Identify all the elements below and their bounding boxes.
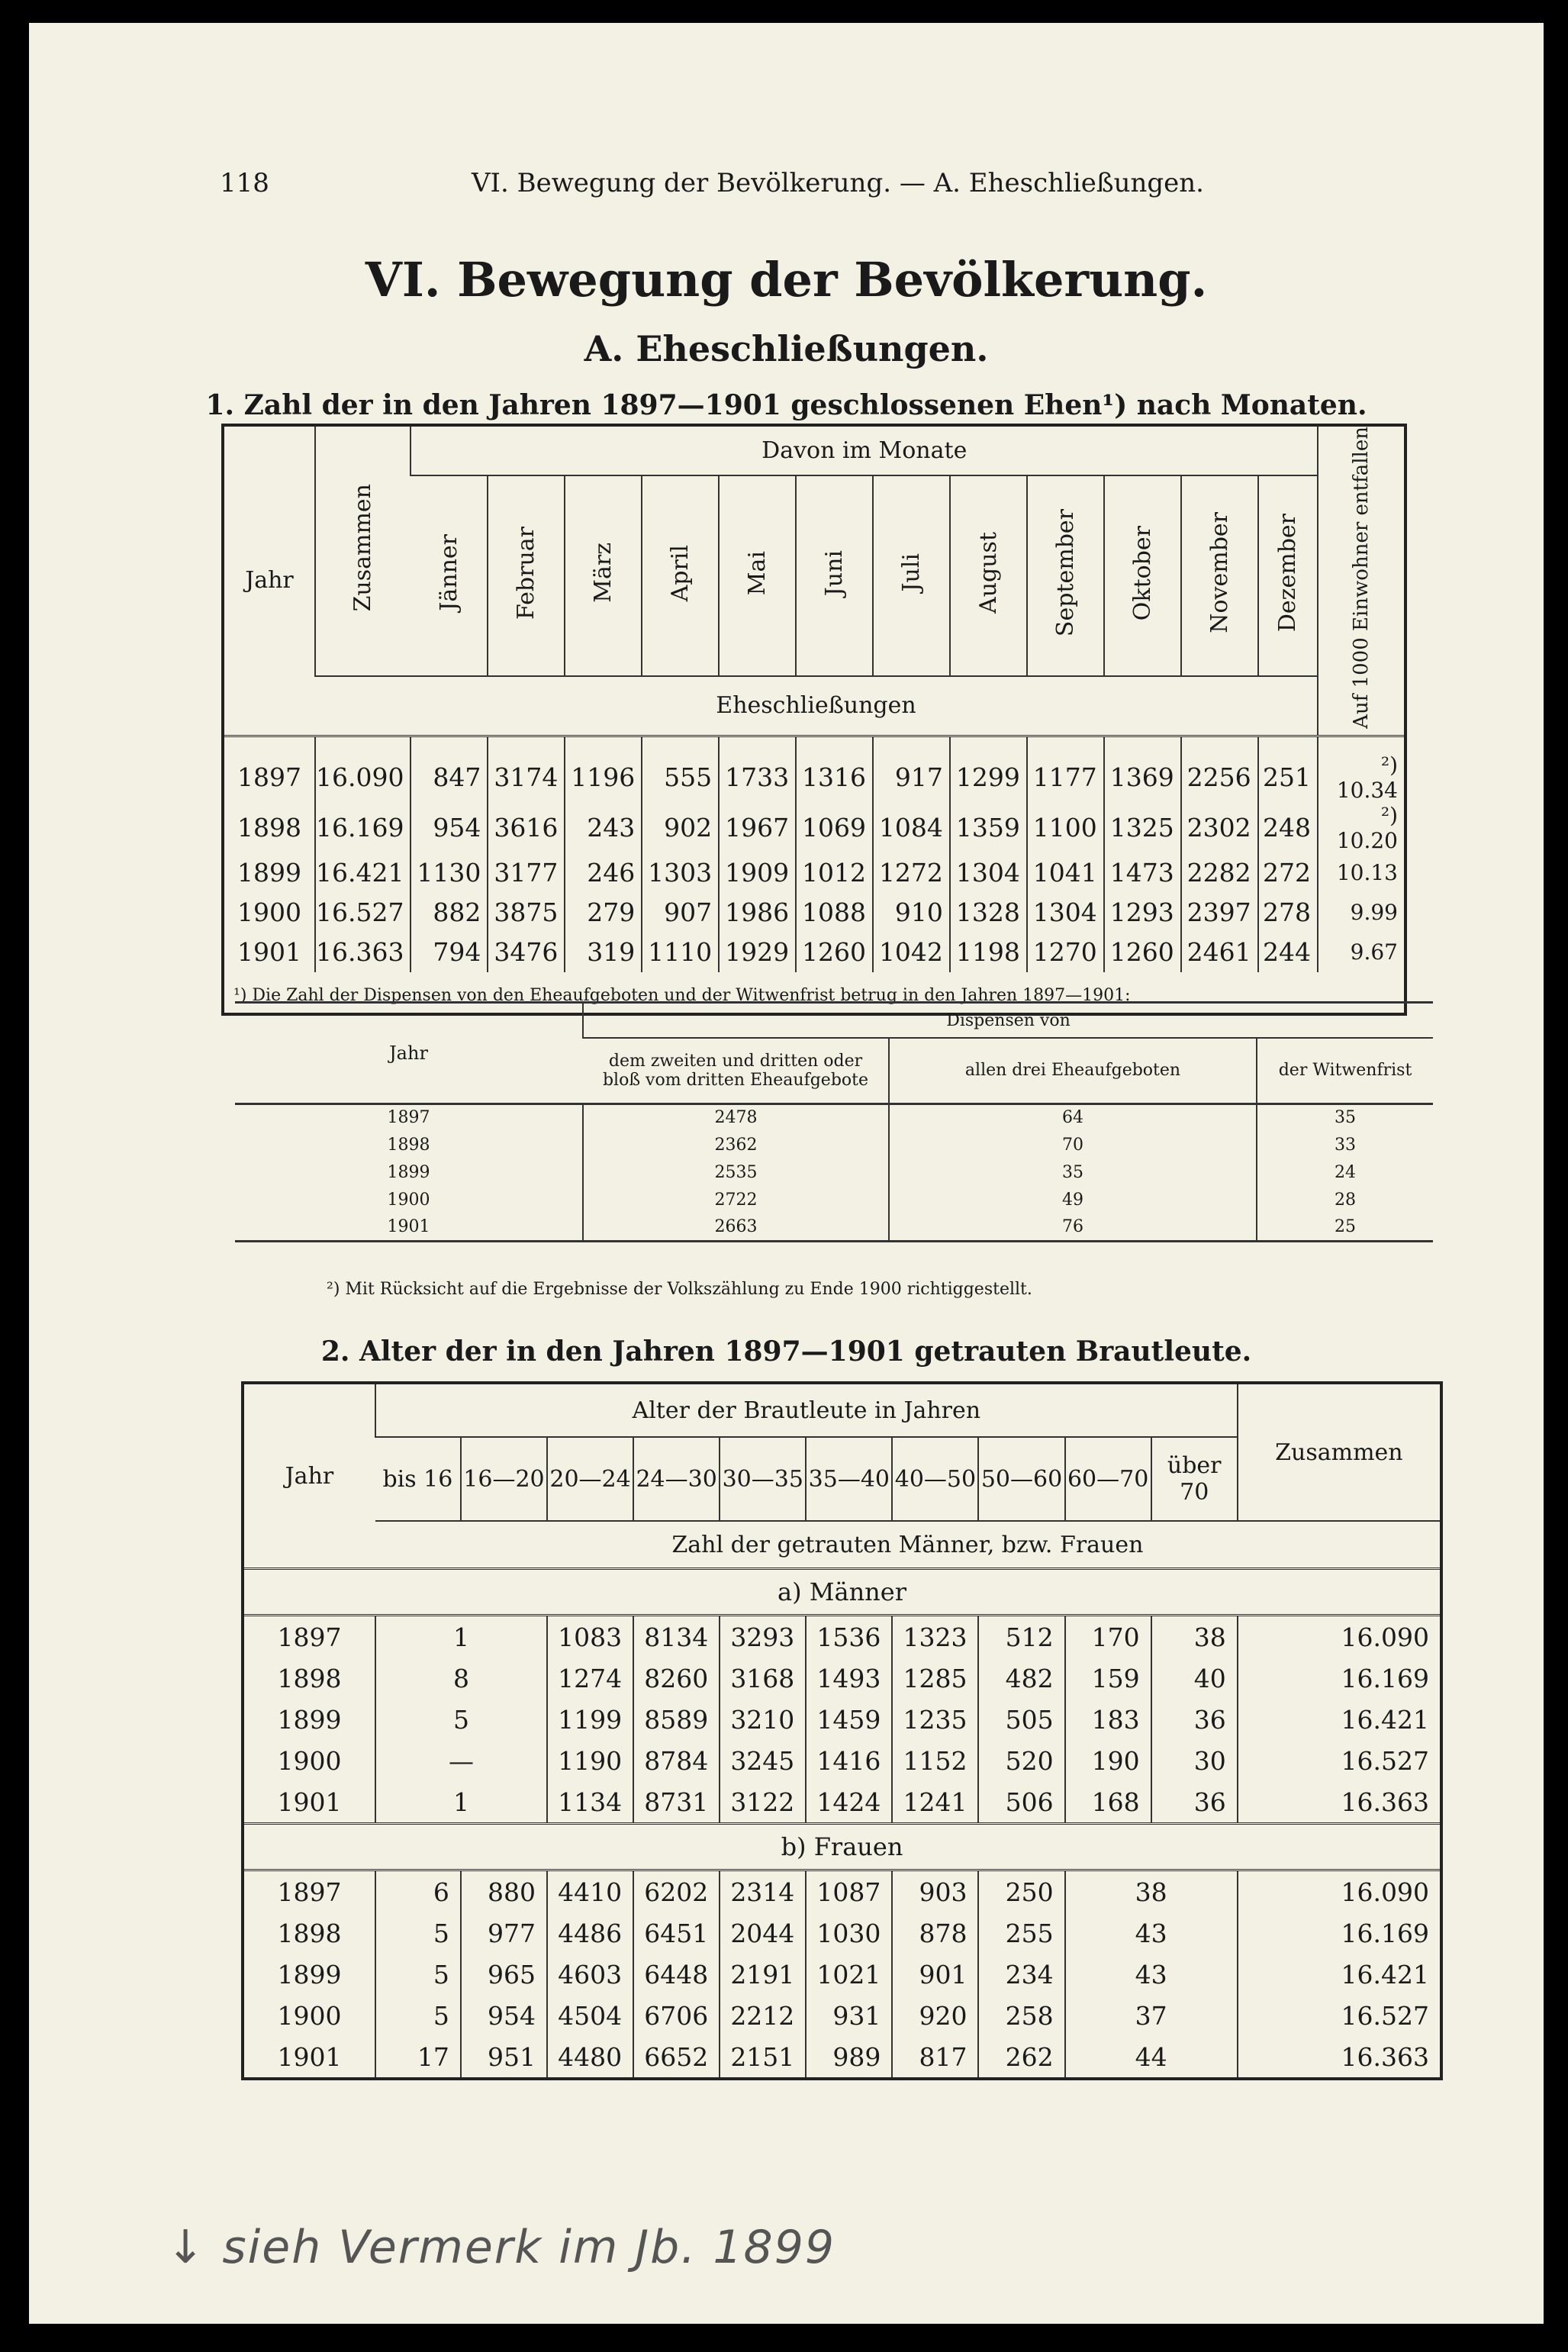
cell-under-20: 1 bbox=[375, 1616, 547, 1658]
cell-month-value: 3875 bbox=[488, 893, 565, 933]
section-title: A. Eheschließungen. bbox=[584, 328, 989, 369]
cell-age-value: 903 bbox=[892, 1870, 978, 1913]
cell-age-value: 880 bbox=[461, 1870, 547, 1913]
month-header: Dezember bbox=[1258, 475, 1318, 676]
cell-month-value: 1328 bbox=[950, 893, 1027, 933]
disp-cell-c: 24 bbox=[1257, 1158, 1433, 1186]
cell-month-value: 3616 bbox=[488, 803, 565, 853]
cell-age-value: 250 bbox=[978, 1870, 1064, 1913]
cell-month-value: 917 bbox=[873, 736, 950, 803]
age-header: 35—40 bbox=[806, 1437, 892, 1521]
cell-month-value: 248 bbox=[1258, 803, 1318, 853]
cell-age-value: 6706 bbox=[633, 1995, 720, 2036]
table-row bbox=[243, 1699, 1441, 1740]
month-header: Februar bbox=[488, 475, 565, 676]
cell-month-value: 1260 bbox=[796, 933, 873, 972]
month-header: Mai bbox=[719, 475, 796, 676]
cell-month-value: 272 bbox=[1258, 853, 1318, 893]
cell-age-value: 1424 bbox=[806, 1781, 892, 1824]
cell-age-value: 234 bbox=[978, 1954, 1064, 1995]
cell-age-value: 951 bbox=[461, 2036, 547, 2079]
table-row bbox=[243, 2036, 1441, 2079]
cell-age-value: 1274 bbox=[547, 1658, 633, 1699]
age-header: 20—24 bbox=[547, 1437, 633, 1521]
cell-age-value: 183 bbox=[1065, 1699, 1151, 1740]
cell-total: 16.363 bbox=[1238, 2036, 1441, 2079]
cell-age-value: 255 bbox=[978, 1912, 1064, 1954]
disp-cell-b: 49 bbox=[889, 1186, 1257, 1213]
cell-year: 1898 bbox=[237, 813, 301, 843]
page-number: 118 bbox=[220, 168, 269, 198]
cell-month-value: 1316 bbox=[796, 736, 873, 803]
cell-age-value: 6202 bbox=[633, 1870, 720, 1913]
cell-age-value: 3293 bbox=[720, 1616, 806, 1658]
cell-month-value: 794 bbox=[411, 933, 488, 972]
cell-total: 16.527 bbox=[1238, 1740, 1441, 1781]
disp-cell-c: 25 bbox=[1257, 1213, 1433, 1241]
cell-month-value: 1177 bbox=[1027, 736, 1104, 803]
cell-month-value: 1041 bbox=[1027, 853, 1104, 893]
cell-month-value: 954 bbox=[411, 803, 488, 853]
cell-age-value: 6451 bbox=[633, 1912, 720, 1954]
disp-cell-year: 1901 bbox=[387, 1216, 430, 1236]
cell-age-value: 3168 bbox=[720, 1658, 806, 1699]
col-rate: Auf 1000 Einwohner entfallen bbox=[1318, 425, 1405, 736]
month-header: August bbox=[950, 475, 1027, 676]
table-row bbox=[223, 736, 1405, 803]
cell-month-value: 243 bbox=[565, 803, 642, 853]
table-age-of-couples bbox=[241, 1381, 1443, 2080]
disp-cell-year: 1898 bbox=[387, 1135, 430, 1155]
cell-age-value: 965 bbox=[461, 1954, 547, 1995]
cell-month-value: 1369 bbox=[1104, 736, 1181, 803]
disp-cell-b: 64 bbox=[889, 1104, 1257, 1131]
t2-col-year: Jahr bbox=[243, 1383, 375, 1569]
cell-age-value: 1021 bbox=[806, 1954, 892, 1995]
cell-age-value: 8731 bbox=[633, 1781, 720, 1824]
table-row bbox=[223, 893, 1405, 933]
disp-cell-a: 2535 bbox=[583, 1158, 889, 1186]
cell-year: 1901 bbox=[237, 937, 301, 968]
t2-group: Alter der Brautleute in Jahren bbox=[375, 1383, 1238, 1437]
cell-age-value: 1416 bbox=[806, 1740, 892, 1781]
cell-month-value: 2397 bbox=[1181, 893, 1258, 933]
cell-age-value: 878 bbox=[892, 1912, 978, 1954]
cell-year: 1900 bbox=[277, 1745, 342, 1776]
cell-month-value: 1110 bbox=[642, 933, 719, 972]
cell-month-value: 3476 bbox=[488, 933, 565, 972]
cell-month-value: 1272 bbox=[873, 853, 950, 893]
cell-month-value: 1303 bbox=[642, 853, 719, 893]
t2-col-total: Zusammen bbox=[1238, 1383, 1441, 1521]
table1-title: 1. Zahl der in den Jahren 1897—1901 geschlossenen Ehen¹) nach Monaten. bbox=[205, 389, 1367, 421]
cell-year: 1899 bbox=[277, 1959, 342, 1990]
cell-total: 16.527 bbox=[315, 893, 411, 933]
cell-month-value: 1012 bbox=[796, 853, 873, 893]
cell-age-value: 1190 bbox=[547, 1740, 633, 1781]
cell-month-value: 1069 bbox=[796, 803, 873, 853]
cell-age-value: 159 bbox=[1065, 1658, 1151, 1699]
running-head: VI. Bewegung der Bevölkerung. — A. Eheschließungen. bbox=[472, 168, 1204, 198]
cell-total: 16.090 bbox=[315, 736, 411, 803]
table-row bbox=[235, 1131, 1433, 1158]
cell-month-value: 1304 bbox=[950, 853, 1027, 893]
cell-month-value: 1270 bbox=[1027, 933, 1104, 972]
cell-month-value: 1260 bbox=[1104, 933, 1181, 972]
cell-age-value: 931 bbox=[806, 1995, 892, 2036]
table2-title: 2. Alter der in den Jahren 1897—1901 getrauten Brautleute. bbox=[320, 1335, 1252, 1368]
cell-month-value: 3177 bbox=[488, 853, 565, 893]
cell-over-60: 44 bbox=[1065, 2036, 1238, 2079]
cell-age-value: 17 bbox=[375, 2036, 461, 2079]
table-row bbox=[243, 1658, 1441, 1699]
table-row bbox=[243, 1995, 1441, 2036]
cell-month-value: 1130 bbox=[411, 853, 488, 893]
cell-month-value: 1196 bbox=[565, 736, 642, 803]
age-header: 50—60 bbox=[978, 1437, 1064, 1521]
cell-age-value: 512 bbox=[978, 1616, 1064, 1658]
disp-cell-a: 2478 bbox=[583, 1104, 889, 1131]
cell-month-value: 278 bbox=[1258, 893, 1318, 933]
month-header: April bbox=[642, 475, 719, 676]
cell-age-value: 6 bbox=[375, 1870, 461, 1913]
cell-age-value: 2044 bbox=[720, 1912, 806, 1954]
cell-month-value: 319 bbox=[565, 933, 642, 972]
cell-month-value: 1359 bbox=[950, 803, 1027, 853]
cell-age-value: 1241 bbox=[892, 1781, 978, 1824]
cell-age-value: 1493 bbox=[806, 1658, 892, 1699]
age-header: 60—70 bbox=[1065, 1437, 1151, 1521]
age-header: bis 16 bbox=[375, 1437, 461, 1521]
cell-age-value: 2314 bbox=[720, 1870, 806, 1913]
cell-month-value: 2282 bbox=[1181, 853, 1258, 893]
cell-month-value: 847 bbox=[411, 736, 488, 803]
month-header: Juni bbox=[796, 475, 873, 676]
cell-age-value: 977 bbox=[461, 1912, 547, 1954]
month-header: März bbox=[565, 475, 642, 676]
cell-age-value: 1285 bbox=[892, 1658, 978, 1699]
cell-age-value: 36 bbox=[1151, 1699, 1238, 1740]
month-header: November bbox=[1181, 475, 1258, 676]
month-header: Juli bbox=[873, 475, 950, 676]
cell-month-value: 1967 bbox=[719, 803, 796, 853]
month-header: Jänner bbox=[411, 475, 488, 676]
month-header: September bbox=[1027, 475, 1104, 676]
men-section-label: a) Männer bbox=[243, 1569, 1441, 1616]
cell-year: 1898 bbox=[277, 1663, 342, 1693]
cell-month-value: 1100 bbox=[1027, 803, 1104, 853]
table-row bbox=[243, 1912, 1441, 1954]
table-marriages-by-month bbox=[221, 424, 1407, 1016]
cell-month-value: 1198 bbox=[950, 933, 1027, 972]
cell-month-value: 1325 bbox=[1104, 803, 1181, 853]
cell-age-value: 4603 bbox=[547, 1954, 633, 1995]
cell-year: 1897 bbox=[277, 1622, 342, 1652]
cell-age-value: 4486 bbox=[547, 1912, 633, 1954]
cell-age-value: 8134 bbox=[633, 1616, 720, 1658]
cell-year: 1897 bbox=[277, 1877, 342, 1907]
cell-total: 16.169 bbox=[1238, 1912, 1441, 1954]
cell-under-20: 1 bbox=[375, 1781, 547, 1824]
cell-age-value: 920 bbox=[892, 1995, 978, 2036]
cell-age-value: 1134 bbox=[547, 1781, 633, 1824]
cell-under-20: 8 bbox=[375, 1658, 547, 1699]
cell-month-value: 279 bbox=[565, 893, 642, 933]
table-row bbox=[243, 1740, 1441, 1781]
chapter-title: VI. Bewegung der Bevölkerung. bbox=[365, 252, 1208, 308]
cell-month-value: 2302 bbox=[1181, 803, 1258, 853]
cell-month-value: 1929 bbox=[719, 933, 796, 972]
cell-age-value: 2212 bbox=[720, 1995, 806, 2036]
cell-age-value: 505 bbox=[978, 1699, 1064, 1740]
cell-year: 1899 bbox=[277, 1704, 342, 1735]
cell-month-value: 1986 bbox=[719, 893, 796, 933]
disp-cell-c: 35 bbox=[1257, 1104, 1433, 1131]
footnote-1: ¹) Die Zahl der Dispensen von den Eheaufgeboten und der Witwenfrist betrug in den Jahren 1897—1901: bbox=[233, 985, 1131, 1005]
cell-age-value: 40 bbox=[1151, 1658, 1238, 1699]
cell-month-value: 1473 bbox=[1104, 853, 1181, 893]
table-row bbox=[243, 1954, 1441, 1995]
page bbox=[29, 23, 1544, 2324]
cell-year: 1901 bbox=[277, 1787, 342, 1817]
cell-over-60: 38 bbox=[1065, 1870, 1238, 1913]
age-header: 24—30 bbox=[633, 1437, 720, 1521]
disp-cell-year: 1897 bbox=[387, 1108, 430, 1128]
cell-age-value: 4480 bbox=[547, 2036, 633, 2079]
cell-rate: 9.99 bbox=[1318, 893, 1405, 933]
footnote-2: ²) Mit Rücksicht auf die Ergebnisse der Volkszählung zu Ende 1900 richtiggestellt. bbox=[327, 1280, 1032, 1299]
cell-month-value: 907 bbox=[642, 893, 719, 933]
table-dispensations bbox=[235, 1001, 1433, 1242]
cell-rate: ²) 10.20 bbox=[1318, 803, 1405, 853]
table-row bbox=[235, 1186, 1433, 1213]
disp-col2: allen drei Eheaufgeboten bbox=[889, 1038, 1257, 1104]
cell-year: 1898 bbox=[277, 1918, 342, 1948]
cell-rate: 10.13 bbox=[1318, 853, 1405, 893]
table-row bbox=[223, 803, 1405, 853]
cell-month-value: 1733 bbox=[719, 736, 796, 803]
cell-age-value: 38 bbox=[1151, 1616, 1238, 1658]
cell-month-value: 1909 bbox=[719, 853, 796, 893]
cell-month-value: 2256 bbox=[1181, 736, 1258, 803]
cell-month-value: 1299 bbox=[950, 736, 1027, 803]
cell-month-value: 2461 bbox=[1181, 933, 1258, 972]
cell-age-value: 2191 bbox=[720, 1954, 806, 1995]
cell-age-value: 989 bbox=[806, 2036, 892, 2079]
table-row bbox=[243, 1870, 1441, 1913]
cell-age-value: 954 bbox=[461, 1995, 547, 2036]
cell-total: 16.527 bbox=[1238, 1995, 1441, 2036]
disp-cell-a: 2362 bbox=[583, 1131, 889, 1158]
table-row bbox=[235, 1158, 1433, 1186]
table-row bbox=[235, 1104, 1433, 1131]
cell-total: 16.090 bbox=[1238, 1870, 1441, 1913]
cell-total: 16.169 bbox=[315, 803, 411, 853]
t2-unit-label: Zahl der getrauten Männer, bzw. Frauen bbox=[375, 1521, 1441, 1569]
disp-cell-c: 28 bbox=[1257, 1186, 1433, 1213]
cell-year: 1900 bbox=[277, 2000, 342, 2031]
cell-age-value: 1087 bbox=[806, 1870, 892, 1913]
cell-month-value: 882 bbox=[411, 893, 488, 933]
cell-month-value: 1293 bbox=[1104, 893, 1181, 933]
table-row bbox=[235, 1213, 1433, 1241]
cell-rate: 9.67 bbox=[1318, 933, 1405, 972]
table-row bbox=[243, 1616, 1441, 1658]
cell-age-value: 1152 bbox=[892, 1740, 978, 1781]
cell-month-value: 246 bbox=[565, 853, 642, 893]
cell-age-value: 262 bbox=[978, 2036, 1064, 2079]
age-header: 40—50 bbox=[892, 1437, 978, 1521]
cell-age-value: 3122 bbox=[720, 1781, 806, 1824]
col-total: Zusammen bbox=[315, 425, 411, 676]
cell-total: 16.090 bbox=[1238, 1616, 1441, 1658]
cell-year: 1900 bbox=[237, 897, 301, 928]
cell-age-value: 6448 bbox=[633, 1954, 720, 1995]
cell-over-60: 37 bbox=[1065, 1995, 1238, 2036]
cell-age-value: 4410 bbox=[547, 1870, 633, 1913]
cell-age-value: 482 bbox=[978, 1658, 1064, 1699]
cell-month-value: 902 bbox=[642, 803, 719, 853]
cell-month-value: 555 bbox=[642, 736, 719, 803]
cell-age-value: 5 bbox=[375, 1954, 461, 1995]
cell-age-value: 8784 bbox=[633, 1740, 720, 1781]
cell-age-value: 170 bbox=[1065, 1616, 1151, 1658]
age-header: 30—35 bbox=[720, 1437, 806, 1521]
cell-under-20: — bbox=[375, 1740, 547, 1781]
age-header: 16—20 bbox=[461, 1437, 547, 1521]
cell-age-value: 1536 bbox=[806, 1616, 892, 1658]
table-row bbox=[223, 853, 1405, 893]
cell-age-value: 6652 bbox=[633, 2036, 720, 2079]
cell-age-value: 1030 bbox=[806, 1912, 892, 1954]
cell-month-value: 244 bbox=[1258, 933, 1318, 972]
cell-month-value: 1304 bbox=[1027, 893, 1104, 933]
disp-cell-year: 1900 bbox=[387, 1190, 430, 1210]
cell-year: 1897 bbox=[237, 762, 301, 793]
cell-month-value: 251 bbox=[1258, 736, 1318, 803]
cell-age-value: 5 bbox=[375, 1995, 461, 2036]
cell-age-value: 1199 bbox=[547, 1699, 633, 1740]
cell-age-value: 36 bbox=[1151, 1781, 1238, 1824]
cell-age-value: 168 bbox=[1065, 1781, 1151, 1824]
cell-age-value: 3210 bbox=[720, 1699, 806, 1740]
cell-age-value: 3245 bbox=[720, 1740, 806, 1781]
unit-label: Eheschließungen bbox=[315, 676, 1318, 736]
col-year: Jahr bbox=[223, 425, 315, 736]
cell-age-value: 258 bbox=[978, 1995, 1064, 2036]
cell-under-20: 5 bbox=[375, 1699, 547, 1740]
disp-cell-year: 1899 bbox=[387, 1162, 430, 1182]
cell-month-value: 1088 bbox=[796, 893, 873, 933]
table-row bbox=[243, 1781, 1441, 1824]
group-months: Davon im Monate bbox=[411, 425, 1318, 475]
cell-age-value: 8589 bbox=[633, 1699, 720, 1740]
cell-age-value: 817 bbox=[892, 2036, 978, 2079]
disp-col-year: Jahr bbox=[235, 1003, 583, 1104]
women-section-label: b) Frauen bbox=[243, 1824, 1441, 1870]
cell-total: 16.363 bbox=[315, 933, 411, 972]
disp-col1: dem zweiten und dritten oder bloß vom dritten Eheaufgebote bbox=[583, 1038, 889, 1104]
cell-month-value: 910 bbox=[873, 893, 950, 933]
disp-col3: der Witwenfrist bbox=[1257, 1038, 1433, 1104]
month-header: Oktober bbox=[1104, 475, 1181, 676]
cell-month-value: 1042 bbox=[873, 933, 950, 972]
cell-month-value: 3174 bbox=[488, 736, 565, 803]
cell-age-value: 520 bbox=[978, 1740, 1064, 1781]
cell-total: 16.169 bbox=[1238, 1658, 1441, 1699]
cell-over-60: 43 bbox=[1065, 1954, 1238, 1995]
cell-age-value: 2151 bbox=[720, 2036, 806, 2079]
disp-cell-b: 76 bbox=[889, 1213, 1257, 1241]
cell-year: 1899 bbox=[237, 858, 301, 888]
disp-group: Dispensen von bbox=[583, 1003, 1433, 1039]
disp-cell-a: 2722 bbox=[583, 1186, 889, 1213]
cell-total: 16.421 bbox=[315, 853, 411, 893]
cell-rate: ²) 10.34 bbox=[1318, 736, 1405, 803]
handwritten-note: ↓ sieh Vermerk im Jb. 1899 bbox=[166, 2221, 836, 2274]
cell-year: 1901 bbox=[277, 2041, 342, 2072]
cell-age-value: 190 bbox=[1065, 1740, 1151, 1781]
cell-total: 16.363 bbox=[1238, 1781, 1441, 1824]
cell-age-value: 1235 bbox=[892, 1699, 978, 1740]
cell-age-value: 30 bbox=[1151, 1740, 1238, 1781]
cell-age-value: 901 bbox=[892, 1954, 978, 1995]
table-row bbox=[223, 933, 1405, 972]
cell-age-value: 8260 bbox=[633, 1658, 720, 1699]
cell-age-value: 1083 bbox=[547, 1616, 633, 1658]
age-header: über 70 bbox=[1151, 1437, 1238, 1521]
cell-age-value: 4504 bbox=[547, 1995, 633, 2036]
disp-cell-b: 35 bbox=[889, 1158, 1257, 1186]
disp-cell-b: 70 bbox=[889, 1131, 1257, 1158]
disp-cell-c: 33 bbox=[1257, 1131, 1433, 1158]
cell-over-60: 43 bbox=[1065, 1912, 1238, 1954]
cell-total: 16.421 bbox=[1238, 1699, 1441, 1740]
cell-age-value: 1459 bbox=[806, 1699, 892, 1740]
cell-month-value: 1084 bbox=[873, 803, 950, 853]
cell-age-value: 506 bbox=[978, 1781, 1064, 1824]
cell-total: 16.421 bbox=[1238, 1954, 1441, 1995]
cell-age-value: 5 bbox=[375, 1912, 461, 1954]
disp-cell-a: 2663 bbox=[583, 1213, 889, 1241]
cell-age-value: 1323 bbox=[892, 1616, 978, 1658]
